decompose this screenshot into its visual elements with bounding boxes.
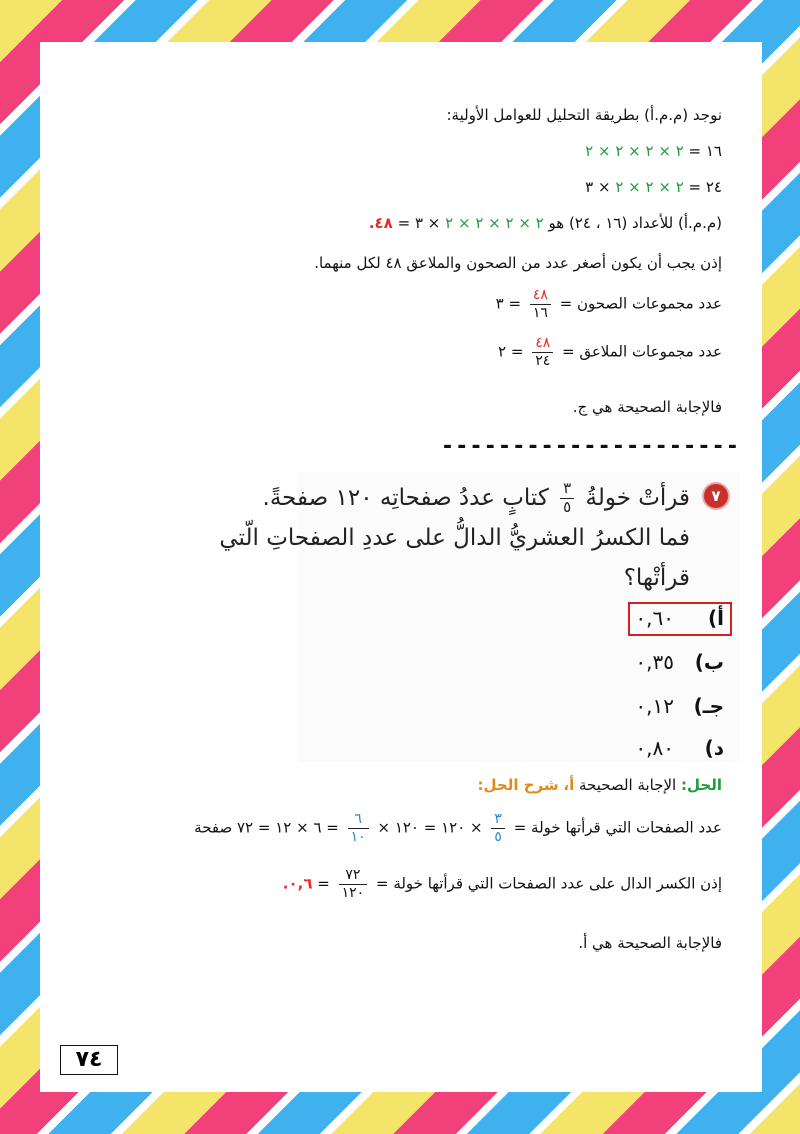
intro-answer-line: فالإجابة الصحيحة هي ج.	[572, 398, 722, 416]
fraction-72-120: $\frac{٧٢}{١٢٠}$	[339, 868, 368, 900]
question-box	[219, 472, 740, 762]
lcm-line: (م.م.أ) للأعداد (١٦ ، ٢٤) هو ٢ × ٢ × ٢ × ٢ × ٣ = ٤٨.	[368, 214, 722, 232]
plates-fraction: $\frac{٤٨}{١٦}$	[530, 288, 551, 320]
separator: ---------------------	[440, 434, 740, 459]
option-c[interactable]: جـ)٠,١٢	[635, 694, 724, 718]
method-line: نوجد (م.م.أ) بطريقة التحليل للعوامل الأولية:	[446, 106, 722, 124]
option-d[interactable]: د)٠,٨٠	[635, 736, 724, 760]
question-number-badge: ٧	[704, 484, 728, 508]
option-b[interactable]: ب)٠,٣٥	[635, 650, 724, 674]
spoons-fraction: $\frac{٤٨}{٢٤}$	[532, 336, 553, 368]
solution-line: الحل: الإجابة الصحيحة أ، شرح الحل:	[477, 776, 722, 794]
plates-line: عدد مجموعات الصحون = $\frac{٤٨}{١٦}$ = ٣	[495, 287, 722, 321]
fraction-3-5: $\frac{٣}{٥}$	[491, 812, 505, 844]
decimal-calc-line: إذن الكسر الدال على عدد الصفحات التي قرأتها خولة = $\frac{٧٢}{١٢٠}$ = ٠,٦.	[282, 867, 722, 901]
factor-16-line: ١٦ = ٢ × ٢ × ٢ × ٢	[585, 142, 722, 160]
question-fraction: $\frac{٣}{٥}$	[560, 481, 574, 516]
question-line-2: فما الكسرُ العشريُّ الدالُّ على عددِ الصفحاتِ الّتي	[219, 525, 690, 551]
spoons-line: عدد مجموعات الملاعق = $\frac{٤٨}{٢٤}$ = ٢	[498, 335, 722, 369]
question-line-3: قرأتْها؟	[623, 565, 690, 591]
page-number: ٧٤	[60, 1045, 118, 1075]
factor-24-line: ٢٤ = ٢ × ٢ × ٢ × ٣	[585, 178, 722, 196]
page	[40, 42, 762, 1092]
pages-calc-line: عدد الصفحات التي قرأتها خولة = $\frac{٣}{٥}$ × ١٢٠ = ١٢٠ × $\frac{٦}{١٠}$ = ٦ × ١٢ = ٧٢ صفحة	[194, 811, 722, 845]
option-a[interactable]: أ)٠,٦٠	[635, 606, 724, 630]
fraction-6-10: $\frac{٦}{١٠}$	[348, 812, 369, 844]
question-text	[219, 478, 690, 598]
final-answer-line: فالإجابة الصحيحة هي أ.	[578, 934, 722, 952]
question-line-1: قرأتْ خولةُ $\frac{٣}{٥}$ كتابٍ عددُ صفحاتِه ١٢٠ صفحةً.	[262, 479, 690, 516]
conclusion-line: إذن يجب أن يكون أصغر عدد من الصحون والملاعق ٤٨ لكل منهما.	[314, 254, 722, 272]
